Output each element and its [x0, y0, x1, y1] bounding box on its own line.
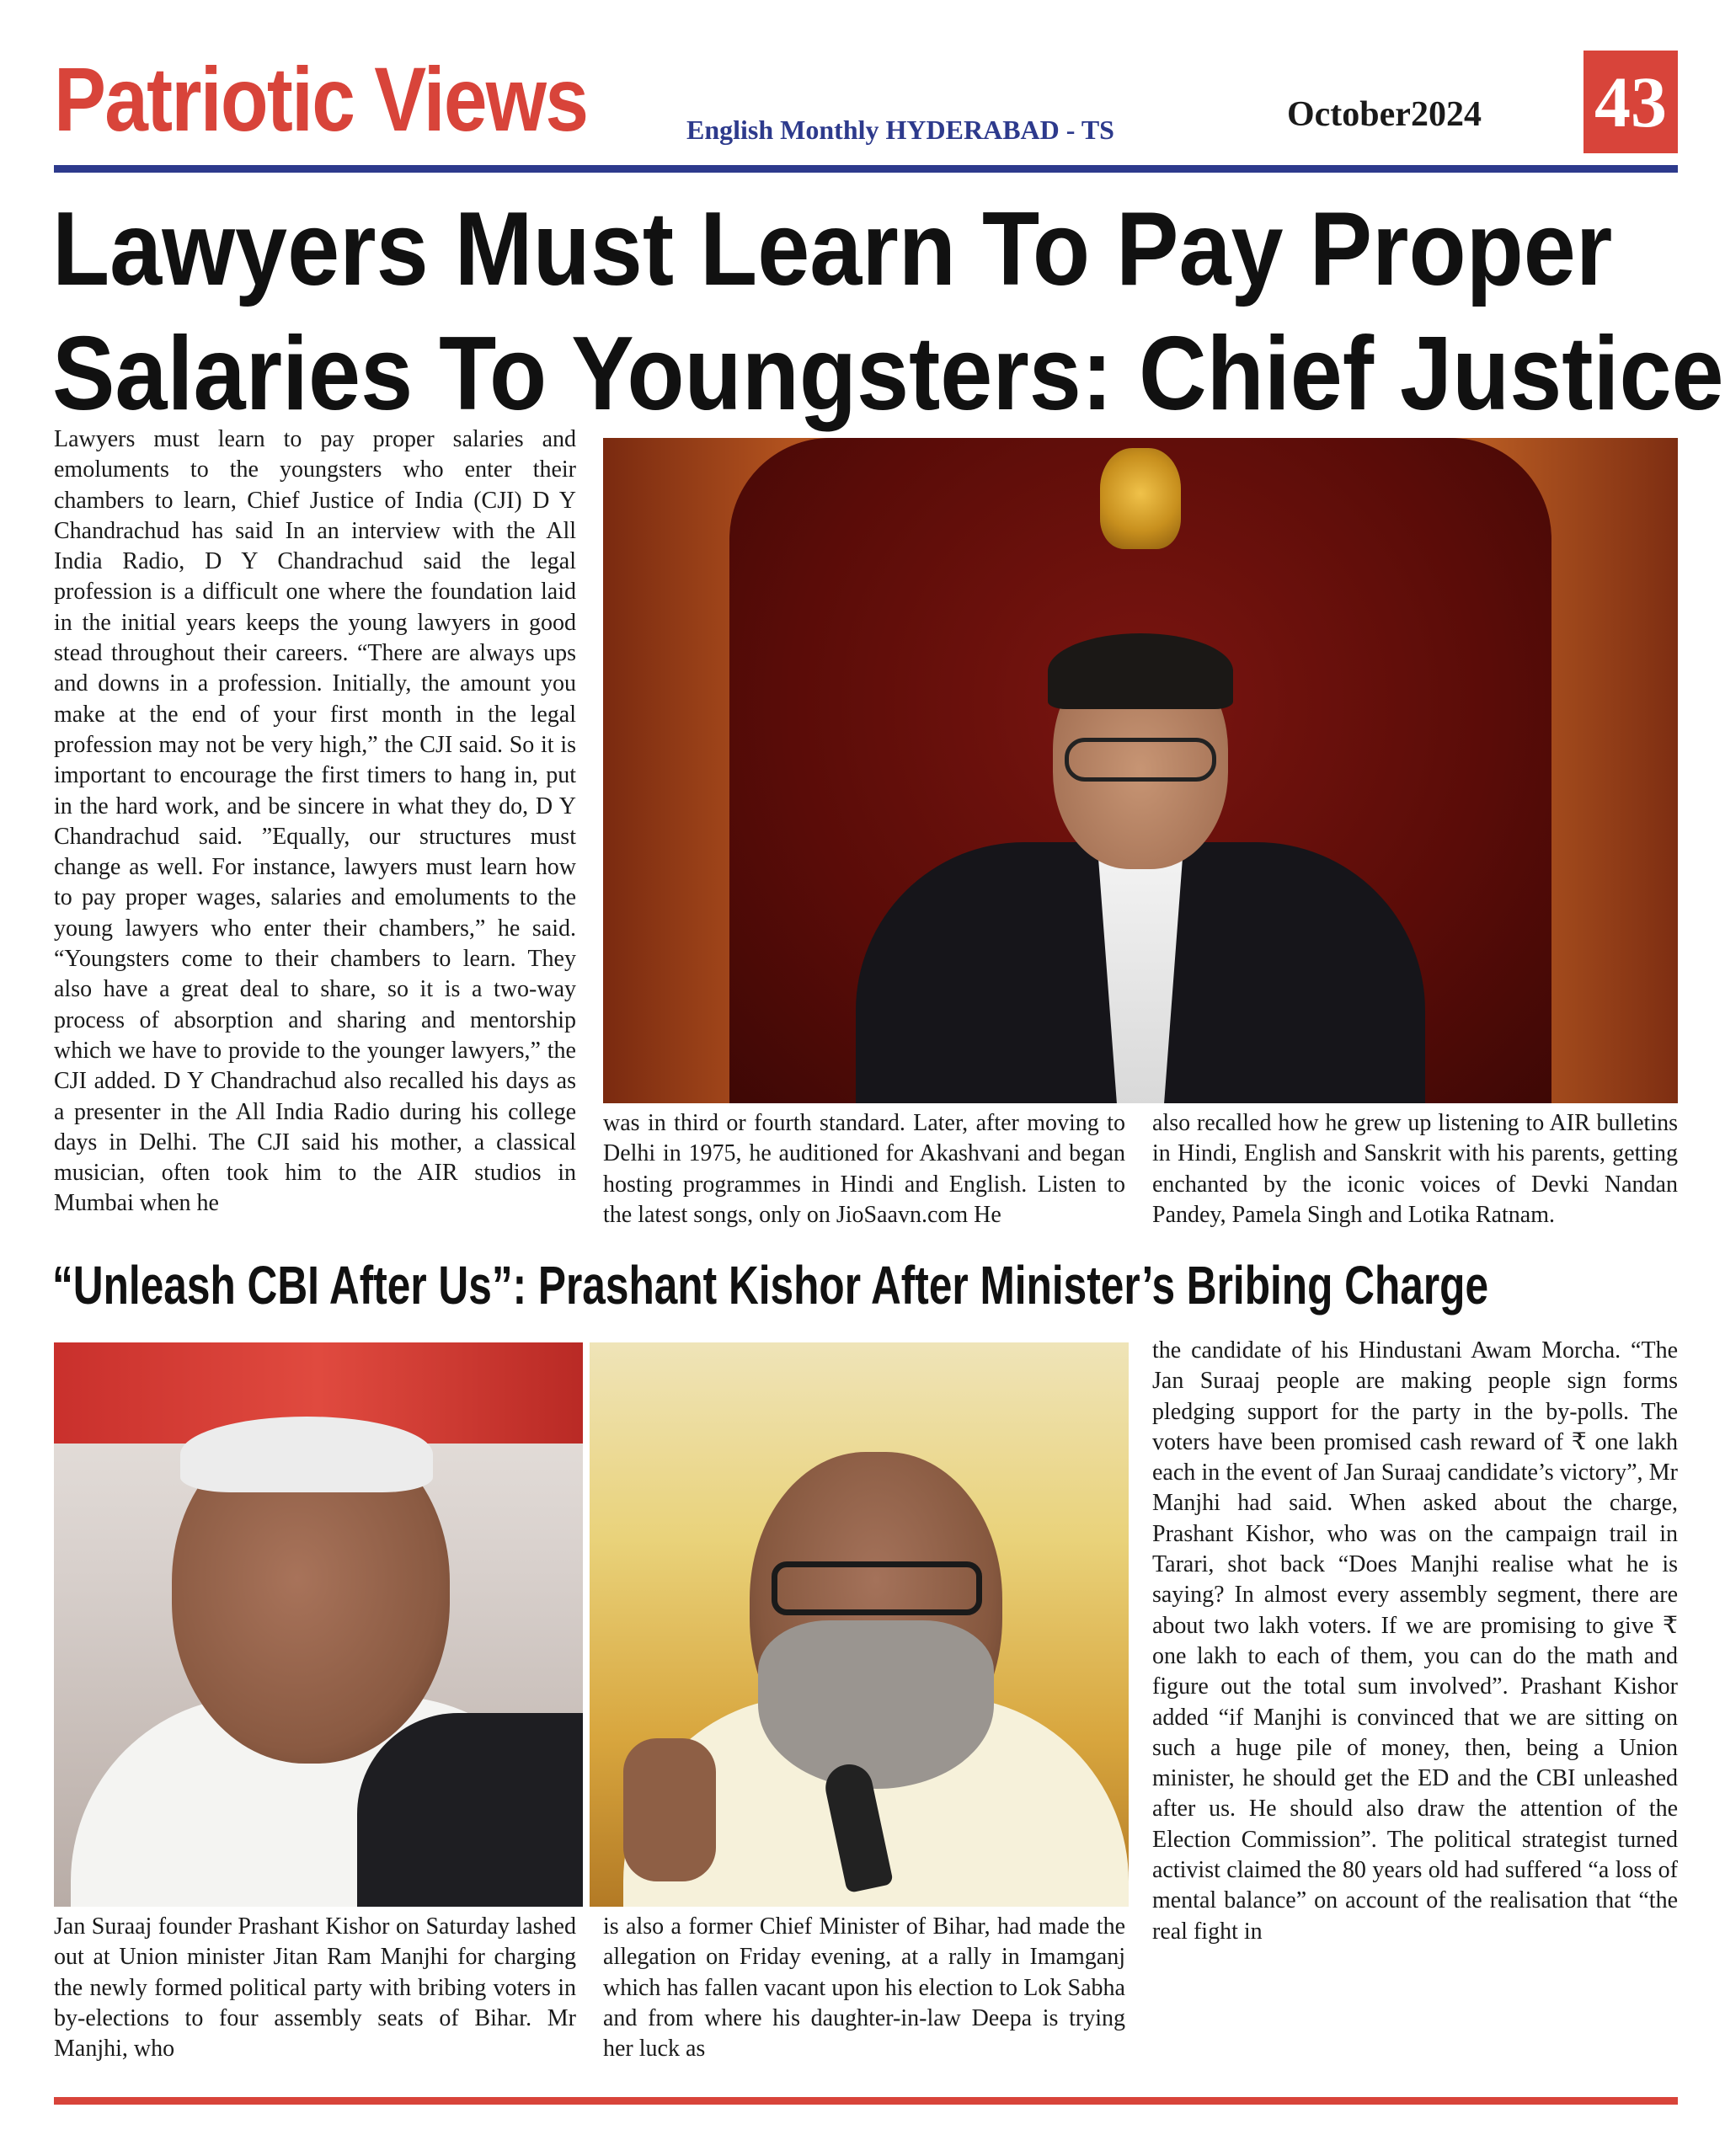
issue-date: October2024 [1287, 95, 1482, 134]
article1-headline [52, 187, 1724, 436]
article1-headline-line2: Salaries To Youngsters: Chief Justice [52, 316, 1724, 432]
article2-body-col2: is also a former Chief Minister of Bihar, had made the allegation on Friday evening, at a rally in Imamganj which has fallen vacant upon his election to Lok Sabha and from where his daughter-in-law Deepa is trying her luck as [603, 1913, 1125, 2063]
page-number-badge: 43 [1583, 51, 1678, 153]
manjhi-hair [180, 1417, 433, 1492]
article2-body-col1: Jan Suraaj founder Prashant Kishor on Saturday lashed out at Union minister Jitan Ram Manjhi for charging the newly formed political party with bribing voters in by-elections to four assembly seats of Bihar. Mr Manjhi, who [54, 1913, 576, 2063]
kishor-hand [623, 1738, 716, 1881]
tagline: English Monthly HYDERABAD - TS [686, 115, 1114, 145]
article2-body-col3: the candidate of his Hindustani Awam Morcha. “The Jan Suraaj people are making people sign forms pledging support for the party in the by-polls. The voters have been promised cash reward of ₹ one lakh each in the event of Jan Suraaj candidate’s victory”, Mr Manjhi had said. When asked about the charge, Prashant Kishor, who was on the campaign trail in Tarari, shot back “Does Manjhi realise what he is saying? In almost every assembly segment, there are about two lakh voters. If we are promising to give ₹ one lakh to each of them, you can do the math and figure out the total sum involved”. Prashant Kishor added “if Manjhi is convinced that we are sitting on such a huge pile of money, then, being a Union minister, he should get the ED and the CBI unleashed after us. He should also draw the attention of the Election Commission”. The political strategist turned activist claimed the 80 years old had suffered “a loss of mental balance” on account of the realisation that “the real fight in [1152, 1337, 1678, 1945]
footer-rule [54, 2097, 1678, 2105]
manjhi-photo [54, 1342, 583, 1907]
article1-headline-line1: Lawyers Must Learn To Pay Proper [52, 191, 1613, 307]
national-emblem-icon [1100, 448, 1181, 549]
masthead: Patriotic Views [54, 48, 588, 150]
article2-headline: “Unleash CBI After Us”: Prashant Kishor After Minister’s Bribing Charge [52, 1255, 1489, 1315]
kishor-glasses [772, 1561, 982, 1615]
article1-body-col1: Lawyers must learn to pay proper salaries and emoluments to the youngsters who enter their chambers to learn, Chief Justice of India (CJI) D Y Chandrachud has said In an interview with the All India Radio, D Y Chandrachud said the legal profession is a difficult one where the foundation laid in the initial years keeps the young lawyers in good stead throughout their careers. “There are always ups and downs in a profession. Initially, the amount you make at the end of your first month in the legal profession may not be very high,” the CJI said. So it is important to encourage the first timers to hang in, put in the hard work, and be sincere in what they do, D Y Chandrachud said. ”Equally, our structures must change as well. For instance, lawyers must learn how to pay proper wages, salaries and emoluments to the young lawyers who enter their chambers,” he said. “Youngsters come to their chambers to learn. They also have a great deal to share, so it is a two-way process of absorption and sharing and mentorship which we have to provide to the younger lawyers,” the CJI added. D Y Chandrachud also recalled his days as a presenter in the All India Radio during his college days in Delhi. The CJI said his mother, a classical musician, often took him to the AIR studios in Mumbai when he [54, 426, 576, 1217]
chief-justice-photo [603, 438, 1678, 1103]
prashant-kishor-photo [590, 1342, 1129, 1907]
article1-body-col2: was in third or fourth standard. Later, after moving to Delhi in 1975, he auditioned for Akashvani and began hosting programmes in Hindi and English. Listen to the latest songs, only on JioSaavn.com He [603, 1110, 1125, 1228]
judge-hair [1048, 633, 1233, 709]
article1-body-col3: also recalled how he grew up listening to AIR bulletins in Hindi, English and Sanskrit with his parents, getting enchanted by the iconic voices of Devki Nandan Pandey, Pamela Singh and Lotika Ratnam. [1152, 1110, 1678, 1228]
kishor-beard [758, 1620, 994, 1789]
header-rule [54, 165, 1678, 173]
manjhi-vest [357, 1713, 583, 1907]
judge-glasses [1065, 738, 1216, 782]
